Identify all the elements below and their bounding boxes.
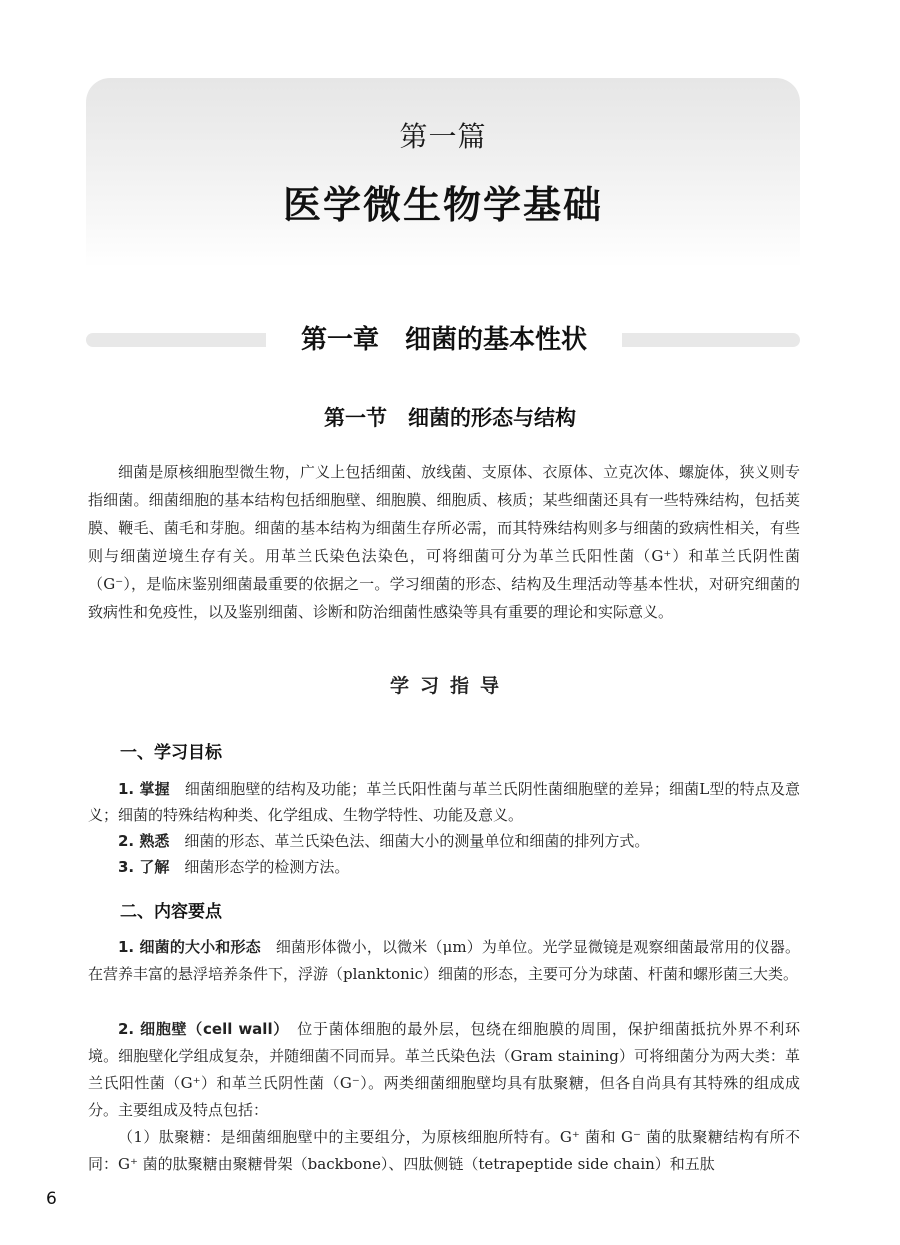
intro-paragraph: 细菌是原核细胞型微生物，广义上包括细菌、放线菌、支原体、衣原体、立克次体、螺旋体，狭义则专指细菌。细菌细胞的基本结构包括细胞壁、细胞膜、细胞质、核质；某些细菌还具有一些特殊结构，包括荚膜、鞭毛、菌毛和芽胞。细菌的基本结构为细菌生存所必需，而其特殊结构则多与细菌的致病性相关，有些则与细菌逆境生存有关。用革兰氏染色法染色，可将细菌可分为革兰氏阳性菌（G⁺）和革兰氏阴性菌（G⁻），是临床鉴别细菌最重要的依据之一。学习细菌的形态、结构及生理活动等基本性状，对研究细菌的致病性和免疫性，以及鉴别细菌、诊断和防治细菌性感染等具有重要的理论和实际意义。	[88, 463, 800, 621]
part-label: 第一篇	[399, 120, 487, 153]
study-guide-title: 学习指导	[389, 675, 510, 697]
key-point-text: 细菌形体微小，以微米（μm）为单位。光学显微镜是观察细菌最常用的仪器。在营养丰富的悬浮培养条件下，浮游（planktonic）细菌的形态，主要可分为球菌、杆菌和螺形菌三大类。	[88, 938, 800, 983]
objective-text: 细菌的形态、革兰氏染色法、细菌大小的测量单位和细菌的排列方式。	[184, 832, 650, 850]
objective-text: 细菌细胞壁的结构及功能；革兰氏阳性菌与革兰氏阴性菌细胞壁的差异；细菌L型的特点及意义；细菌的特殊结构种类、化学组成、生物学特性、功能及意义。	[88, 780, 800, 824]
key-point-term: 2. 细胞壁（cell wall）	[118, 1020, 282, 1038]
objective-term: 1. 掌握	[118, 780, 170, 798]
objective-item-understand	[88, 854, 800, 880]
chapter-title: 第一章 细菌的基本性状	[266, 322, 622, 358]
part-banner	[86, 78, 800, 268]
key-point-peptidoglycan	[88, 1124, 800, 1178]
key-point-text: （1）肽聚糖：是细菌细胞壁中的主要组分，为原核细胞所特有。G⁺ 菌和 G⁻ 菌的肽聚糖结构有所不同：G⁺ 菌的肽聚糖由聚糖骨架（backbone）、四肽侧链（tetrapeptide side chain）和五肽	[88, 1128, 800, 1173]
key-point-text: 位于菌体细胞的最外层，包绕在细胞膜的周围，保护细菌抵抗外界不利环境。细胞壁化学组成复杂，并随细菌不同而异。革兰氏染色法（Gram staining）可将细菌分为两大类：革兰氏阳性菌（G⁺）和革兰氏阴性菌（G⁻）。两类细菌细胞壁均具有肽聚糖，但各自尚具有其特殊的组成成分。主要组成及特点包括：	[88, 1020, 800, 1119]
objective-item-master	[88, 776, 800, 828]
key-points-heading: 二、内容要点	[120, 902, 222, 922]
section-title: 第一节 细菌的形态与结构	[324, 406, 576, 430]
objective-term: 3. 了解	[118, 858, 170, 876]
key-point-cell-wall	[88, 1016, 800, 1124]
page-number: 6	[46, 1189, 57, 1209]
objective-text: 细菌形态学的检测方法。	[184, 858, 350, 876]
objective-item-familiar	[88, 828, 800, 854]
objectives-heading: 一、学习目标	[120, 743, 222, 763]
objective-term: 2. 熟悉	[118, 832, 170, 850]
key-point-size-shape	[88, 934, 800, 988]
part-title: 医学微生物学基础	[282, 183, 603, 227]
key-point-term: 1. 细菌的大小和形态	[118, 938, 261, 956]
